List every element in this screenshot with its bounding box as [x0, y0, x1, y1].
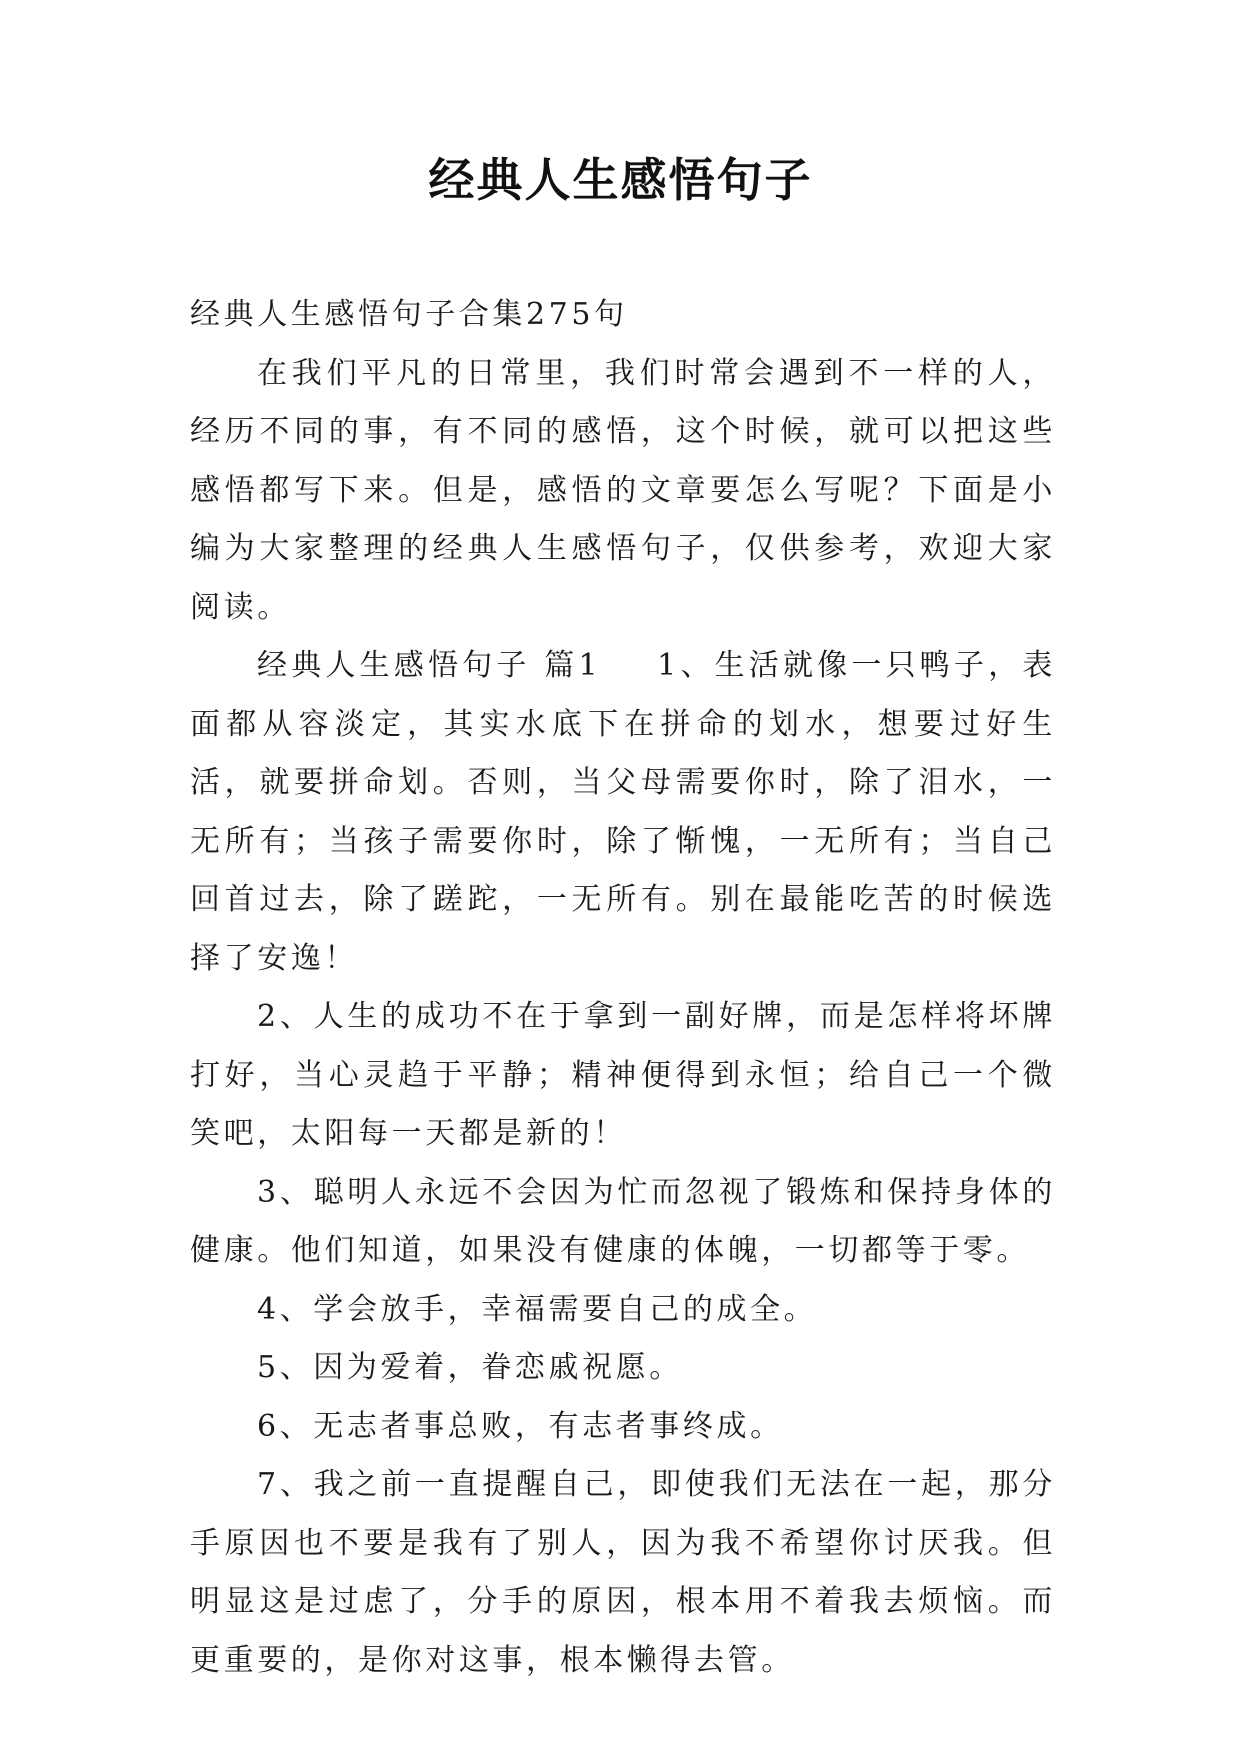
sentence-6: 6、无志者事总败，有志者事终成。	[257, 1408, 784, 1444]
sentence-5: 5、因为爱着，眷恋戚祝愿。	[257, 1350, 683, 1385]
section-heading: 经典人生感悟句子 篇1	[257, 648, 602, 683]
sentence-1: 1、生活就像一只鸭子，表面都从容淡定，其实水底下在拼命的划水，想要过好生活，就要拼命划。否则，当父母需要你时，除了泪水，一无所有；当孩子需要你时，除了惭愧，一无所有；当自己回首过去，除了蹉跎，一无所有。别在最能吃苦的时候选择了安逸！	[190, 648, 1056, 976]
sentence-4: 4、学会放手，幸福需要自己的成全。	[257, 1291, 818, 1327]
section-first-paragraph	[190, 637, 1056, 988]
sentence-2: 2、人生的成功不在于拿到一副好牌，而是怎样将坏牌打好，当心灵趋于平静；精神便得到永恒；给自己一个微笑吧，太阳每一天都是新的！	[190, 999, 1056, 1151]
document-body	[190, 286, 1056, 1690]
document-subtitle: 经典人生感悟句子合集275句	[190, 297, 628, 332]
intro-paragraph: 在我们平凡的日常里，我们时常会遇到不一样的人，经历不同的事，有不同的感悟，这个时候，就可以把这些感悟都写下来。但是，感悟的文章要怎么写呢？下面是小编为大家整理的经典人生感悟句子，仅供参考，欢迎大家阅读。	[190, 355, 1056, 625]
document-title: 经典人生感悟句子	[428, 153, 813, 207]
sentence-7: 7、我之前一直提醒自己，即使我们无法在一起，那分手原因也不要是我有了别人，因为我不希望你讨厌我。但明显这是过虑了，分手的原因，根本用不着我去烦恼。而更重要的，是你对这事，根本懒得去管。	[190, 1467, 1056, 1678]
sentence-3: 3、聪明人永远不会因为忙而忽视了锻炼和保持身体的健康。他们知道，如果没有健康的体魄，一切都等于零。	[190, 1174, 1056, 1268]
